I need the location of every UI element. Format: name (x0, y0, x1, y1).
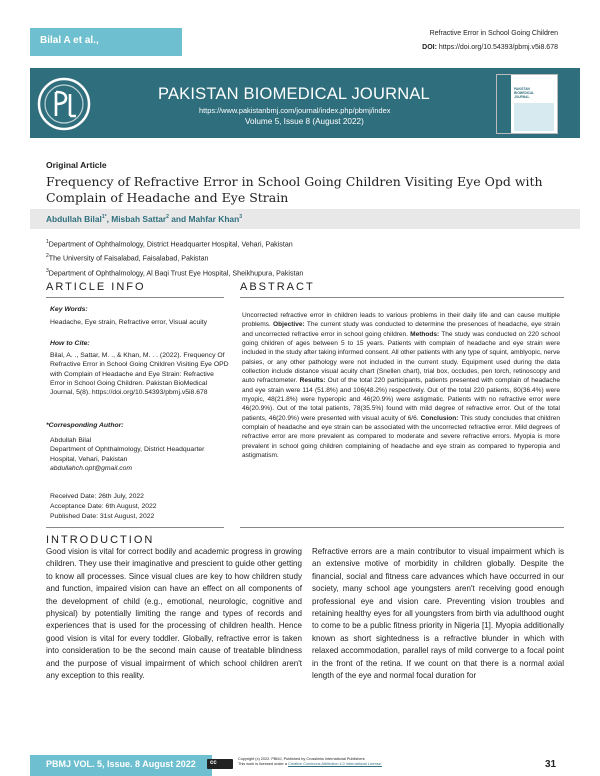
abstract-rule (240, 297, 564, 298)
author-name: Abdullah Bilal (46, 214, 102, 224)
cover-title (514, 87, 534, 99)
corresponding-name: Abdullah Bilal (50, 437, 92, 444)
abstract-heading: ABSTRACT (240, 281, 315, 293)
license-line (238, 762, 382, 767)
affiliation-text: The University of Faisalabad, Faisalabad, Pakistan (48, 254, 209, 263)
methods-label: Methods: (410, 330, 440, 338)
running-title: Refractive Error in School Going Children (429, 30, 558, 37)
cover-image (514, 103, 554, 131)
affiliation-num: 3 (46, 267, 49, 274)
affiliation-item (46, 265, 303, 279)
cover-spine (497, 75, 511, 134)
abstract-methods: The study was conducted on 220 school going children of ages between 5 to 15 years. Patients with complain of headache and eye strain were included in the study after taking informed consent. All other patients with any type of squint, amblyopic, nerve palsies, or any other pathology were not included in the current study. Equipment used during the data collection include distance visual acuity chart (Snellen chart), trial box, occludes, pen torch, retinoscopy and auto refractometer. (242, 330, 561, 385)
license-prefix: This work is licensed under a (238, 762, 287, 766)
author-marks: 3 (239, 214, 242, 221)
received-date: Received Date: 26th July, 2022 (50, 493, 144, 500)
affiliation-list (46, 236, 303, 279)
abstract-results: Out of the total 220 participants, patients presented with complain of headache and eye strain were 114 (51.8%) and 106(48.2%) respectively. Out of the total 220 patients, 80(36.4%) were myopic, 48(21.8%) were hyperopic and 46(20.9%) were astigmatic. Patients with no refractive error were 46(20.9%). Out of the total patients, 78(35.5%) found with mild degree of refractive error. Out of the total patients, 46(20.9%) were presented with visual acuity of 6/6. (242, 377, 560, 422)
introduction-heading: INTRODUCTION (46, 534, 155, 546)
affiliation-text: Department of Ophthalmology, District Headquarter Hospital, Vehari, Pakistan (48, 240, 293, 249)
copyright-line: Copyright (c) 2022. PBMJ, Published by Crosslinks International Publishers (238, 757, 365, 761)
article-info-bottom-rule (46, 527, 224, 528)
journal-logo-icon (36, 76, 92, 132)
corresponding-affiliation: Department of Ophthalmology, District Headquarter Hospital, Vehari, Pakistan (50, 446, 205, 463)
doi-link[interactable]: https://doi.org/10.54393/pbmj.v5i8.678 (438, 44, 558, 51)
abstract-bottom-rule (240, 527, 564, 528)
doi-label: DOI: (422, 44, 437, 51)
footer-issue: PBMJ VOL. 5, Issue. 8 August 2022 (46, 759, 196, 769)
author-marks: 2 (166, 214, 169, 221)
corresponding-email[interactable]: abdullahch.opt@gmail.com (50, 464, 133, 472)
author-name: Misbah Sattar (111, 214, 167, 224)
results-label: Results: (299, 377, 326, 385)
affiliation-text: Department of Ophthalmology, Al Baqi Trust Eye Hospital, Sheikhupura, Pakistan (48, 269, 304, 278)
abstract-body (242, 311, 560, 461)
cover-title-line1: PAKISTAN (514, 87, 530, 91)
article-type: Original Article (46, 160, 107, 170)
license-link[interactable]: Creative Commons Attribution 4.0 International License. (288, 762, 382, 766)
article-info-heading: ARTICLE INFO (46, 281, 146, 293)
abstract-intro: Uncorrected refractive error in children leads to various problems in their daily life and can cause multiple problems. (242, 312, 560, 329)
journal-url[interactable]: https://www.pakistanbmj.com/journal/index.php/pbmj/index (199, 106, 391, 115)
affiliation-item (46, 236, 303, 250)
copyright-notice (238, 757, 382, 767)
abstract-conclusion: This study concludes that children complain of headache and eye strain can be associated with the uncorrected refractive error. Mild degrees of refractive error are more prevalent as compared to moderate and severe refractive errors. Myopia is more prevalent in school going children complaining of headache and eye strain as compared to hyperopia and astigmatism. (242, 414, 561, 460)
keywords-label: Key Words: (50, 306, 88, 313)
article-title: Frequency of Refractive Error in School Going Children Visiting Eye Opd with Complain of Headache and Eye Strain (46, 174, 543, 205)
author-name: Mahfar Khan (188, 214, 240, 224)
running-doi (422, 44, 558, 51)
introduction-left-column: Good vision is vital for correct bodily and academic progress in growing children. They use their imaginative and prescient to guide other getting to know all processes. Since visual clues are key to how children study and function, impaired vision can have an effect on all components of the development of child (e.g., emotional, neurologic, cognitive and physical) by potentially limiting the range and types of records and experiences that is used for the processing of children health. Hence good vision is vital for every toddler. Globally, refractive error is taken into consideration to be the second main cause of treatable blindness and the purpose of visual impairment of which school children aren't any exception to this reality. (46, 547, 302, 681)
cover-title-line2: BIOMEDICAL (514, 91, 535, 95)
cite-text: Bilal, A. ., Sattar, M. ., & Khan, M. . . (2022). Frequency Of Refractive Error in School Going Children Visiting Eye OPD with Complain of Headache and Eye Strain: Refractive Error in School Going Children. Pakistan BioMedical Journal, 5(8). https://doi.org/10.54393/pbmj.v5i8.678 (50, 352, 229, 397)
objective-label: Objective: (273, 321, 305, 329)
affiliation-num: 1 (46, 239, 49, 245)
journal-name: PAKISTAN BIOMEDICAL JOURNAL (158, 85, 430, 103)
page-number: 31 (545, 759, 557, 770)
affiliation-item (46, 250, 303, 264)
keywords-text: Headache, Eye strain, Refractive error, Visual acuity (50, 319, 208, 326)
author-marks: 1* (101, 214, 107, 221)
author-tab (30, 28, 182, 56)
published-date: Published Date: 31st August, 2022 (50, 513, 155, 521)
affiliation-num: 2 (46, 253, 49, 260)
accepted-date: Acceptance Date: 6th August, 2022 (50, 503, 157, 511)
cc-license-icon[interactable] (207, 759, 233, 769)
conclusion-label: Conclusion: (420, 414, 459, 422)
journal-volume: Volume 5, Issue 8 (August 2022) (245, 117, 364, 126)
abstract-objective: The current study was conducted to determine the presences of headache, eye strain and uncorrected refractive error in school going children. (242, 321, 560, 338)
cc-label: cc (210, 760, 217, 766)
journal-cover-thumbnail (496, 74, 558, 134)
corresponding-label: *Corresponding Author: (46, 422, 124, 429)
author-list: Abdullah Bilal$^{1*}$, Misbah Sattar$^2$ and Mahfar Khan$^3$ (46, 214, 242, 224)
corresponding-block (50, 436, 230, 473)
cite-label: How to Cite: (50, 340, 90, 347)
footer-tab (30, 755, 212, 776)
article-info-rule (46, 297, 224, 298)
running-author: Bilal A et al., (40, 35, 99, 46)
cover-title-line3: JOURNAL (514, 95, 530, 99)
introduction-right-column: Refractive errors are a main contributor to visual impairment which is an extensive motive of morbidity in children globally. Despite the financial, social and fitness care advances which have occurred in our society, many school age youngsters aren't receiving good enough professional eye and vision care. Preventing vision troubles and retaining healthy eyes for all youngsters from birth via adulthood ought to come to be a public fitness priority in Nigeria [1]. Myopia additionally known as short sightedness is a refractive blunder in which with relaxed accommodation, parallel rays of mild converge to a focal point in the front of the retina. If we count on that there is a normal axial length of the eye and normal focal duration for (312, 547, 564, 681)
article-dates (50, 492, 230, 523)
